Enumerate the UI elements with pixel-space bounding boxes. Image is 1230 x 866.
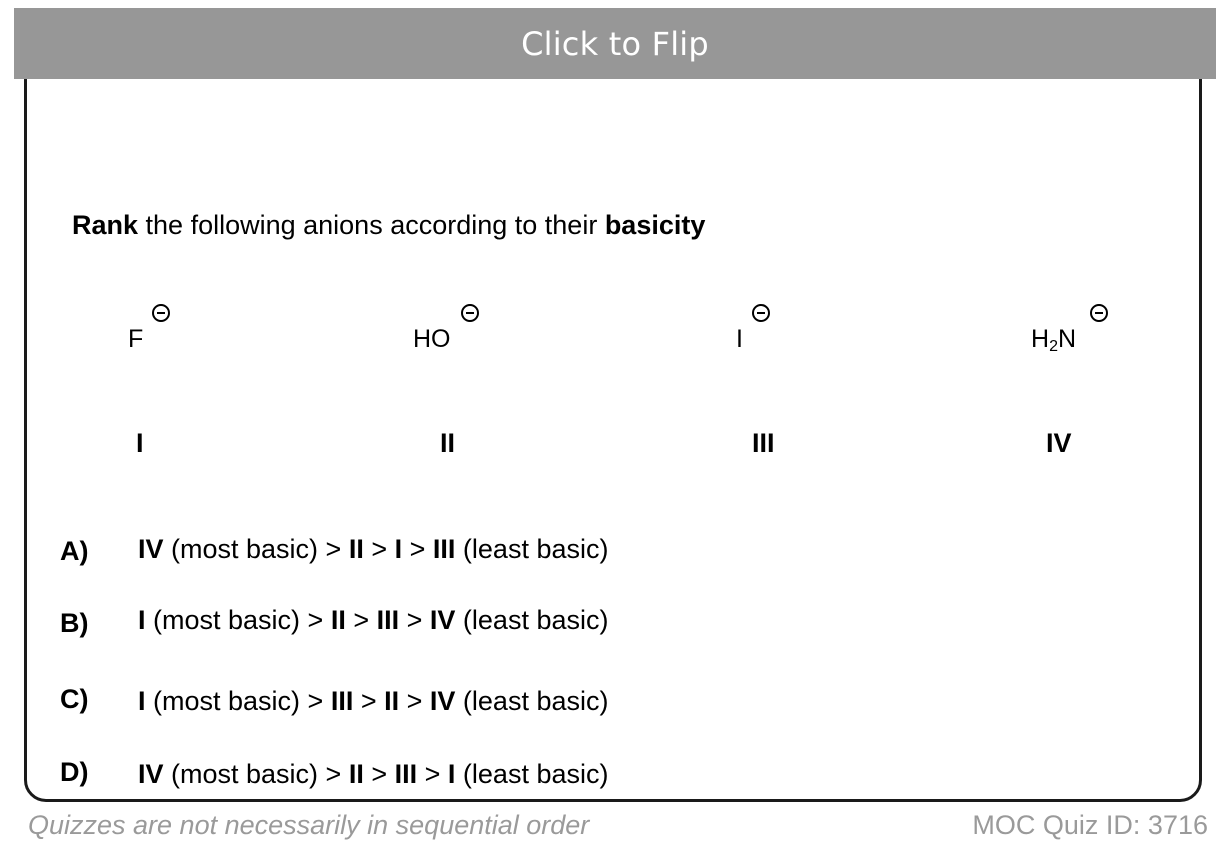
numeral-label-1: I bbox=[136, 428, 144, 458]
anion-formula: F bbox=[128, 325, 144, 353]
negative-charge-icon bbox=[1090, 304, 1108, 322]
anion-iodide bbox=[736, 325, 743, 354]
option-d-letter[interactable]: D) bbox=[60, 757, 89, 787]
numeral-label-2: II bbox=[440, 428, 456, 458]
anion-formula-h: H bbox=[1031, 325, 1050, 353]
option-a-letter[interactable]: A) bbox=[60, 536, 89, 566]
option-c-text[interactable]: I (most basic) > III > II > IV (least basic) bbox=[138, 686, 609, 716]
option-b-text[interactable]: I (most basic) > II > III > IV (least basic) bbox=[138, 605, 609, 635]
anion-formula-n: N bbox=[1057, 325, 1077, 353]
anion-formula-subscript: 2 bbox=[1049, 338, 1058, 355]
question-middle: the following anions according to their bbox=[138, 210, 605, 240]
option-c-letter[interactable]: C) bbox=[60, 684, 89, 714]
numeral-label-4: IV bbox=[1046, 428, 1072, 458]
negative-charge-icon bbox=[152, 304, 170, 322]
anion-fluoride bbox=[128, 325, 143, 354]
option-d-text[interactable]: IV (most basic) > II > III > I (least basic) bbox=[138, 759, 609, 789]
question-text bbox=[72, 210, 705, 241]
negative-charge-icon bbox=[461, 304, 479, 322]
question-verb: Rank bbox=[72, 210, 139, 240]
quiz-card[interactable] bbox=[24, 16, 1202, 802]
order-disclaimer: Quizzes are not necessarily in sequential order bbox=[28, 810, 590, 840]
question-keyword: basicity bbox=[604, 210, 706, 240]
quiz-id: MOC Quiz ID: 3716 bbox=[972, 810, 1208, 840]
anion-formula: I bbox=[736, 325, 743, 353]
flip-card-button[interactable] bbox=[14, 8, 1216, 79]
anion-formula: HO bbox=[413, 325, 451, 353]
option-b-letter[interactable]: B) bbox=[60, 608, 89, 638]
anion-hydroxide bbox=[413, 325, 451, 354]
numeral-label-3: III bbox=[752, 428, 775, 458]
anion-amide bbox=[1031, 325, 1076, 356]
option-a-text[interactable]: IV (most basic) > II > I > III (least basic) bbox=[138, 534, 609, 564]
flip-button-label: Click to Flip bbox=[521, 24, 709, 63]
negative-charge-icon bbox=[752, 304, 770, 322]
